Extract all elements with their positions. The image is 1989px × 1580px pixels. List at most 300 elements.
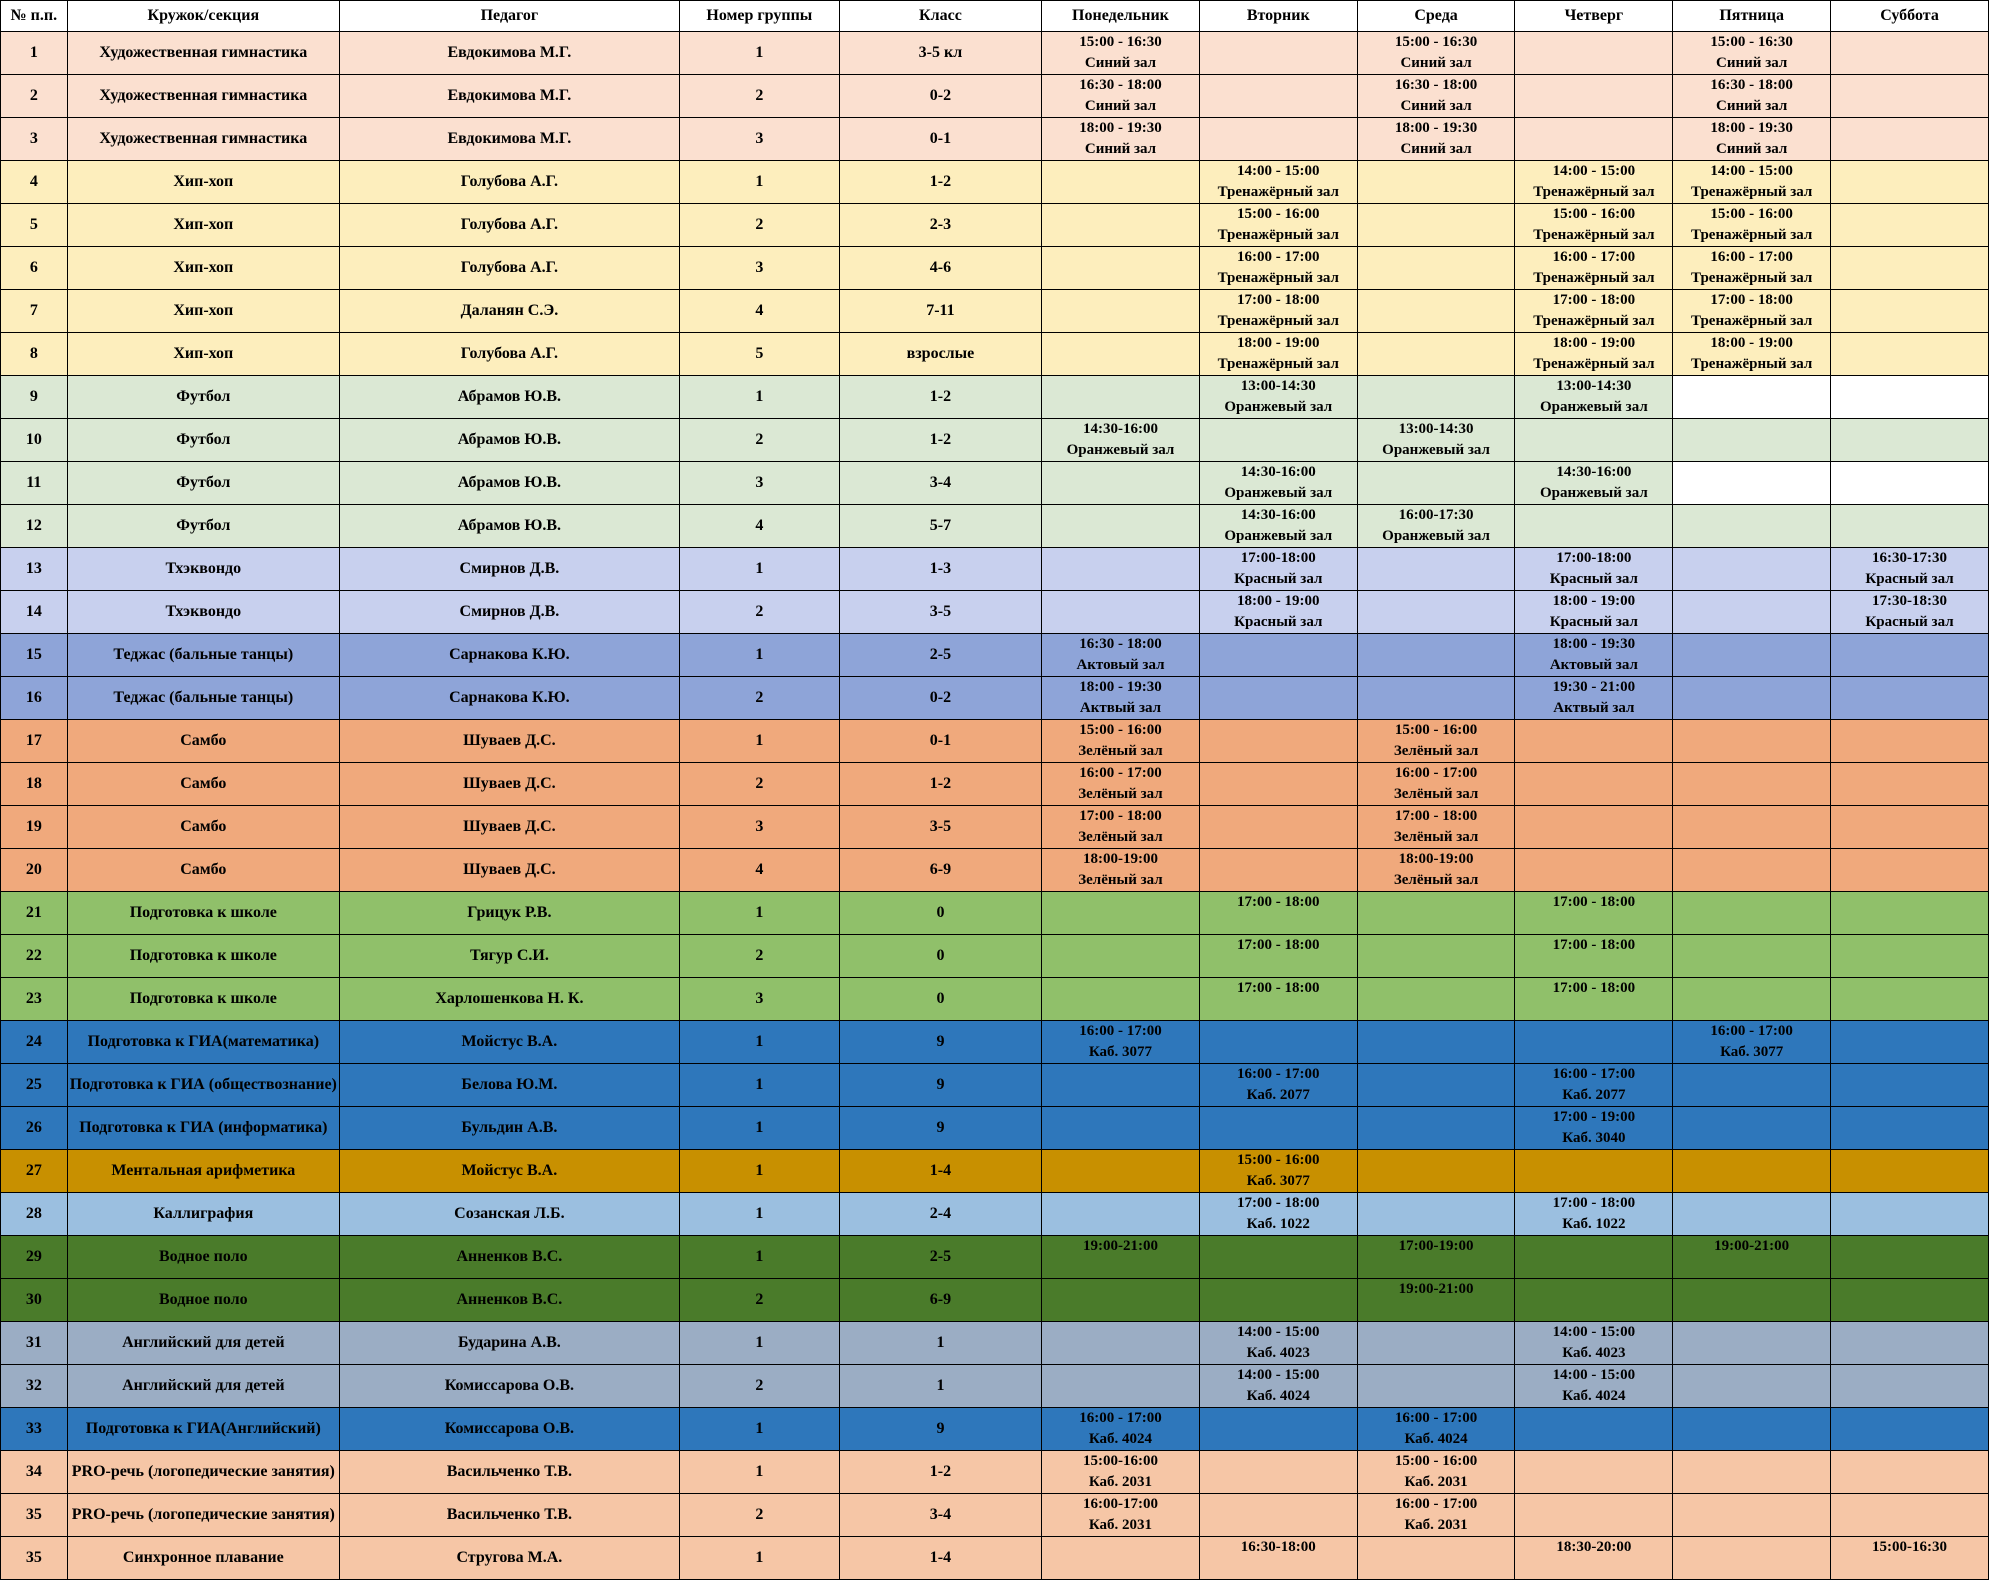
teacher-name-text: Комиссарова О.В. xyxy=(444,1420,575,1437)
slot-venue: Каб. 2031 xyxy=(1404,1517,1468,1533)
row-index-text: 4 xyxy=(29,173,38,190)
slot-container xyxy=(1515,32,1672,74)
slot-container xyxy=(1042,462,1199,504)
slot-venue xyxy=(1673,655,1830,676)
slot-venue: Зелёный зал xyxy=(1393,786,1479,802)
slot-container xyxy=(1358,462,1515,504)
schedule-cell-tuesday xyxy=(1199,892,1357,935)
club-name xyxy=(67,1451,339,1494)
schedule-cell-thursday xyxy=(1515,763,1673,806)
slot-container xyxy=(1358,591,1515,633)
slot-venue xyxy=(1042,483,1199,504)
slot-container xyxy=(1515,1021,1672,1063)
group-number xyxy=(679,505,839,548)
slot-time xyxy=(1042,204,1199,225)
class-range xyxy=(839,892,1041,935)
slot-container xyxy=(1673,204,1830,246)
teacher-name xyxy=(339,677,679,720)
group-number xyxy=(679,1150,839,1193)
club-name-text: Самбо xyxy=(180,732,227,749)
slot-container xyxy=(1358,978,1515,1020)
schedule-cell-friday xyxy=(1673,720,1831,763)
schedule-cell-thursday xyxy=(1515,1064,1673,1107)
teacher-name xyxy=(339,505,679,548)
slot-container xyxy=(1673,505,1830,547)
class-range-text: 0-2 xyxy=(929,87,952,104)
slot-container xyxy=(1042,1236,1199,1278)
row-index-text: 14 xyxy=(25,603,42,620)
slot-venue: Синий зал xyxy=(1716,141,1788,157)
group-number-text: 1 xyxy=(755,1463,764,1480)
slot-time: 18:00 - 19:00 xyxy=(1552,593,1636,609)
schedule-cell-saturday xyxy=(1831,505,1989,548)
slot-container xyxy=(1200,75,1357,117)
slot-container xyxy=(1358,806,1515,848)
slot-container xyxy=(1673,376,1830,418)
slot-venue: Оранжевый зал xyxy=(1382,442,1490,458)
class-range xyxy=(839,935,1041,978)
table-row xyxy=(1,1107,1989,1150)
schedule-cell-thursday xyxy=(1515,1322,1673,1365)
slot-venue xyxy=(1200,827,1357,848)
slot-venue xyxy=(1831,225,1988,246)
slot-venue xyxy=(1042,1343,1199,1364)
teacher-name-text: Голубова А.Г. xyxy=(460,173,559,190)
slot-time: 13:00-14:30 xyxy=(1556,378,1632,394)
schedule-cell-tuesday xyxy=(1199,118,1357,161)
slot-time xyxy=(1673,1408,1830,1429)
slot-container xyxy=(1831,892,1988,934)
group-number-text: 3 xyxy=(755,818,764,835)
slot-venue xyxy=(1358,612,1515,633)
slot-container xyxy=(1200,32,1357,74)
slot-venue xyxy=(1831,1214,1988,1235)
schedule-cell-monday xyxy=(1042,247,1200,290)
schedule-cell-saturday xyxy=(1831,677,1989,720)
schedule-cell-saturday xyxy=(1831,591,1989,634)
slot-venue xyxy=(1042,1214,1199,1235)
club-name-text: Тхэквондо xyxy=(165,560,242,577)
slot-container xyxy=(1042,935,1199,977)
slot-time: 15:00 - 16:00 xyxy=(1237,1152,1320,1168)
slot-time xyxy=(1358,1064,1515,1085)
slot-time: 18:00 - 19:30 xyxy=(1710,120,1793,136)
slot-container xyxy=(1358,118,1515,160)
slot-venue xyxy=(1831,655,1988,676)
table-row xyxy=(1,892,1989,935)
schedule-cell-friday xyxy=(1673,290,1831,333)
slot-container xyxy=(1200,505,1357,547)
slot-venue: Тренажёрный зал xyxy=(1217,184,1339,200)
teacher-name xyxy=(339,376,679,419)
row-index xyxy=(1,763,68,806)
row-index-text: 6 xyxy=(29,259,38,276)
slot-time xyxy=(1831,204,1988,225)
slot-time xyxy=(1042,505,1199,526)
slot-container xyxy=(1200,290,1357,332)
class-range xyxy=(839,1236,1041,1279)
class-range-text: 0-1 xyxy=(929,130,952,147)
slot-venue: Актовый зал xyxy=(1076,657,1165,673)
schedule-cell-saturday xyxy=(1831,419,1989,462)
club-name xyxy=(67,677,339,720)
slot-container xyxy=(1515,1322,1672,1364)
slot-venue: Оранжевый зал xyxy=(1539,399,1648,415)
slot-venue xyxy=(1831,1515,1988,1536)
schedule-cell-friday xyxy=(1673,376,1831,419)
slot-venue: Оранжевый зал xyxy=(1382,528,1490,544)
slot-container xyxy=(1358,247,1515,289)
slot-venue xyxy=(1673,741,1830,762)
row-index-text: 3 xyxy=(29,130,38,147)
club-name-text: Английский для детей xyxy=(122,1377,285,1394)
club-name-text: PRO-речь (логопедические занятия) xyxy=(71,1463,335,1480)
slot-time xyxy=(1673,806,1830,827)
row-index-text: 8 xyxy=(29,345,38,362)
row-index-text: 11 xyxy=(26,474,42,491)
slot-container xyxy=(1042,892,1199,934)
teacher-name xyxy=(339,161,679,204)
class-range-text: 4-6 xyxy=(929,259,952,276)
row-index-text: 2 xyxy=(29,87,38,104)
row-index xyxy=(1,806,68,849)
table-body xyxy=(1,32,1989,1580)
schedule-cell-wednesday xyxy=(1357,247,1515,290)
schedule-cell-friday xyxy=(1673,849,1831,892)
table-row xyxy=(1,419,1989,462)
slot-time xyxy=(1358,376,1515,397)
row-index-text: 5 xyxy=(29,216,38,233)
class-range-text: 2-4 xyxy=(929,1205,952,1222)
teacher-name xyxy=(339,1322,679,1365)
slot-venue: Оранжевый зал xyxy=(1539,485,1648,501)
schedule-cell-saturday xyxy=(1831,1236,1989,1279)
schedule-cell-saturday xyxy=(1831,1193,1989,1236)
schedule-cell-wednesday xyxy=(1357,1021,1515,1064)
schedule-cell-tuesday xyxy=(1199,548,1357,591)
slot-container xyxy=(1042,548,1199,590)
slot-venue xyxy=(1831,1343,1988,1364)
schedule-cell-friday xyxy=(1673,1322,1831,1365)
slot-venue xyxy=(1515,1472,1672,1493)
slot-time xyxy=(1358,591,1515,612)
row-index-text: 9 xyxy=(29,388,38,405)
row-index xyxy=(1,720,68,763)
club-name xyxy=(67,1107,339,1150)
slot-venue xyxy=(1200,999,1357,1020)
schedule-cell-wednesday xyxy=(1357,935,1515,978)
slot-time xyxy=(1673,763,1830,784)
slot-container xyxy=(1042,1279,1199,1321)
table-row xyxy=(1,935,1989,978)
class-range-text: 0-1 xyxy=(929,732,952,749)
schedule-cell-tuesday xyxy=(1199,1279,1357,1322)
slot-container xyxy=(1358,548,1515,590)
slot-venue xyxy=(1358,311,1515,332)
slot-time: 17:00-18:00 xyxy=(1240,550,1316,566)
slot-time xyxy=(1200,720,1357,741)
teacher-name xyxy=(339,462,679,505)
slot-time xyxy=(1831,1494,1988,1515)
slot-time: 14:00 - 15:00 xyxy=(1552,1367,1636,1383)
club-name xyxy=(67,419,339,462)
slot-venue xyxy=(1358,1171,1515,1192)
slot-venue xyxy=(1200,1257,1357,1278)
slot-container xyxy=(1200,1451,1357,1493)
slot-container xyxy=(1673,763,1830,805)
group-number-text: 1 xyxy=(755,904,764,921)
slot-venue: Тренажёрный зал xyxy=(1533,270,1655,286)
table-row xyxy=(1,1236,1989,1279)
slot-container xyxy=(1515,591,1672,633)
slot-venue xyxy=(1673,698,1830,719)
slot-time xyxy=(1515,1408,1672,1429)
slot-time: 17:00 - 18:00 xyxy=(1552,1195,1636,1211)
group-number-text: 1 xyxy=(755,1334,764,1351)
schedule-cell-saturday xyxy=(1831,1150,1989,1193)
class-range-text: 5-7 xyxy=(929,517,952,534)
slot-time xyxy=(1831,247,1988,268)
slot-venue xyxy=(1673,612,1830,633)
row-index-text: 15 xyxy=(25,646,42,663)
slot-venue xyxy=(1358,1128,1515,1149)
table-row xyxy=(1,1408,1989,1451)
club-name xyxy=(67,634,339,677)
slot-venue xyxy=(1042,1085,1199,1106)
schedule-cell-monday xyxy=(1042,548,1200,591)
slot-venue xyxy=(1831,526,1988,547)
slot-time xyxy=(1673,634,1830,655)
slot-time xyxy=(1042,333,1199,354)
slot-venue xyxy=(1200,1558,1357,1579)
slot-container xyxy=(1200,1537,1357,1579)
teacher-name-text: Бульдин А.В. xyxy=(461,1119,558,1136)
row-index xyxy=(1,204,68,247)
schedule-cell-monday xyxy=(1042,75,1200,118)
schedule-cell-monday xyxy=(1042,118,1200,161)
schedule-cell-monday xyxy=(1042,978,1200,1021)
schedule-cell-thursday xyxy=(1515,333,1673,376)
row-index-text: 21 xyxy=(25,904,42,921)
slot-venue: Тренажёрный зал xyxy=(1533,313,1655,329)
teacher-name-text: Харлошенкова Н. К. xyxy=(435,990,584,1007)
slot-container xyxy=(1831,75,1988,117)
schedule-cell-wednesday xyxy=(1357,1279,1515,1322)
slot-container xyxy=(1831,548,1988,590)
club-name-text: Подготовка к ГИА (информатика) xyxy=(79,1119,328,1136)
slot-venue xyxy=(1673,913,1830,934)
slot-venue xyxy=(1831,311,1988,332)
slot-time xyxy=(1831,634,1988,655)
table-row xyxy=(1,1537,1989,1580)
slot-container xyxy=(1673,1107,1830,1149)
slot-container xyxy=(1515,1494,1672,1536)
row-index-text: 30 xyxy=(25,1291,42,1308)
slot-time: 16:00 - 17:00 xyxy=(1552,1066,1636,1082)
schedule-cell-wednesday xyxy=(1357,419,1515,462)
class-range-text: 2-5 xyxy=(929,646,952,663)
table-row xyxy=(1,591,1989,634)
club-name-text: Художественная гимнастика xyxy=(99,130,308,147)
club-name-text: Футбол xyxy=(176,431,231,448)
row-index-text: 33 xyxy=(25,1420,42,1437)
slot-venue xyxy=(1831,956,1988,977)
slot-time xyxy=(1200,763,1357,784)
schedule-cell-tuesday xyxy=(1199,247,1357,290)
row-index-text: 24 xyxy=(25,1033,42,1050)
slot-venue xyxy=(1673,1257,1830,1278)
slot-time xyxy=(1358,290,1515,311)
schedule-cell-friday xyxy=(1673,204,1831,247)
slot-time: 17:00-18:00 xyxy=(1556,550,1632,566)
row-index xyxy=(1,849,68,892)
schedule-cell-monday xyxy=(1042,720,1200,763)
schedule-cell-monday xyxy=(1042,1236,1200,1279)
slot-container xyxy=(1831,935,1988,977)
schedule-cell-wednesday xyxy=(1357,677,1515,720)
class-range xyxy=(839,1322,1041,1365)
slot-container xyxy=(1673,1236,1830,1278)
row-index xyxy=(1,75,68,118)
club-name-text: Футбол xyxy=(176,474,231,491)
slot-venue xyxy=(1042,1558,1199,1579)
group-number-text: 3 xyxy=(755,990,764,1007)
slot-container xyxy=(1042,1451,1199,1493)
slot-venue: Актвый зал xyxy=(1553,700,1635,716)
slot-time xyxy=(1200,849,1357,870)
slot-venue xyxy=(1358,655,1515,676)
slot-container xyxy=(1200,1236,1357,1278)
slot-container xyxy=(1673,849,1830,891)
slot-venue: Каб. 4024 xyxy=(1562,1388,1626,1404)
slot-venue xyxy=(1831,1300,1988,1321)
group-number xyxy=(679,1236,839,1279)
slot-venue xyxy=(1515,784,1672,805)
group-number xyxy=(679,118,839,161)
schedule-cell-thursday xyxy=(1515,204,1673,247)
teacher-name-text: Анненков В.С. xyxy=(456,1291,563,1308)
teacher-name xyxy=(339,1064,679,1107)
schedule-cell-saturday xyxy=(1831,1451,1989,1494)
slot-venue xyxy=(1673,1515,1830,1536)
slot-time: 15:00 - 16:00 xyxy=(1552,206,1636,222)
slot-time xyxy=(1358,1537,1515,1558)
slot-venue: Каб. 3077 xyxy=(1088,1044,1153,1060)
slot-time xyxy=(1515,1236,1672,1257)
schedule-cell-thursday xyxy=(1515,548,1673,591)
slot-venue: Актовый зал xyxy=(1549,657,1638,673)
slot-venue xyxy=(1831,1386,1988,1407)
slot-time: 18:00 - 19:30 xyxy=(1552,636,1636,652)
slot-container xyxy=(1042,204,1199,246)
slot-container xyxy=(1042,1537,1199,1579)
slot-venue xyxy=(1042,1171,1199,1192)
slot-venue: Тренажёрный зал xyxy=(1691,184,1813,200)
slot-time: 15:00 - 16:30 xyxy=(1394,34,1478,50)
slot-container xyxy=(1200,677,1357,719)
slot-venue xyxy=(1042,569,1199,590)
slot-time xyxy=(1515,1451,1672,1472)
col-header-group: Номер группы xyxy=(679,1,839,32)
row-index-text: 34 xyxy=(25,1463,42,1480)
slot-container xyxy=(1515,548,1672,590)
class-range-text: 3-5 кл xyxy=(918,44,963,61)
slot-time: 15:00-16:00 xyxy=(1082,1453,1158,1469)
group-number xyxy=(679,806,839,849)
slot-venue: Синий зал xyxy=(1084,55,1157,71)
schedule-cell-monday xyxy=(1042,1365,1200,1408)
slot-container xyxy=(1831,1279,1988,1321)
slot-container xyxy=(1515,290,1672,332)
schedule-cell-saturday xyxy=(1831,161,1989,204)
club-name xyxy=(67,32,339,75)
slot-container xyxy=(1358,1322,1515,1364)
group-number-text: 4 xyxy=(755,302,764,319)
slot-time xyxy=(1831,75,1988,96)
slot-venue xyxy=(1042,1386,1199,1407)
slot-time xyxy=(1673,1064,1830,1085)
slot-time: 18:30-20:00 xyxy=(1556,1539,1632,1555)
group-number-text: 3 xyxy=(755,474,764,491)
schedule-cell-thursday xyxy=(1515,806,1673,849)
slot-venue xyxy=(1200,139,1357,160)
slot-time: 17:00 - 18:00 xyxy=(1552,894,1636,910)
table-row xyxy=(1,376,1989,419)
slot-container xyxy=(1042,806,1199,848)
slot-venue xyxy=(1515,827,1672,848)
slot-container xyxy=(1515,118,1672,160)
class-range-text: 2-5 xyxy=(929,1248,952,1265)
row-index xyxy=(1,462,68,505)
club-name-text: Синхронное плавание xyxy=(122,1549,284,1566)
teacher-name xyxy=(339,1365,679,1408)
table-row xyxy=(1,32,1989,75)
teacher-name xyxy=(339,1236,679,1279)
class-range xyxy=(839,720,1041,763)
slot-time xyxy=(1831,892,1988,913)
slot-container xyxy=(1200,1150,1357,1192)
schedule-cell-thursday xyxy=(1515,376,1673,419)
schedule-cell-thursday xyxy=(1515,32,1673,75)
slot-time xyxy=(1358,161,1515,182)
group-number-text: 2 xyxy=(755,603,764,620)
slot-container xyxy=(1042,419,1199,461)
table-row xyxy=(1,1150,1989,1193)
teacher-name xyxy=(339,978,679,1021)
slot-venue xyxy=(1831,1257,1988,1278)
slot-venue xyxy=(1200,440,1357,461)
club-name xyxy=(67,1236,339,1279)
slot-venue xyxy=(1042,182,1199,203)
slot-container xyxy=(1831,1408,1988,1450)
slot-container xyxy=(1358,32,1515,74)
slot-container xyxy=(1831,806,1988,848)
slot-venue xyxy=(1831,870,1988,891)
schedule-cell-saturday xyxy=(1831,720,1989,763)
club-name-text: Художественная гимнастика xyxy=(99,87,308,104)
slot-container xyxy=(1042,1365,1199,1407)
class-range-text: 1-4 xyxy=(929,1549,952,1566)
slot-container xyxy=(1042,591,1199,633)
schedule-cell-monday xyxy=(1042,1451,1200,1494)
slot-time xyxy=(1831,118,1988,139)
slot-container xyxy=(1673,591,1830,633)
slot-container xyxy=(1831,1193,1988,1235)
class-range xyxy=(839,1193,1041,1236)
slot-container xyxy=(1515,462,1672,504)
teacher-name-text: Мойстус В.А. xyxy=(461,1162,558,1179)
schedule-cell-saturday xyxy=(1831,333,1989,376)
